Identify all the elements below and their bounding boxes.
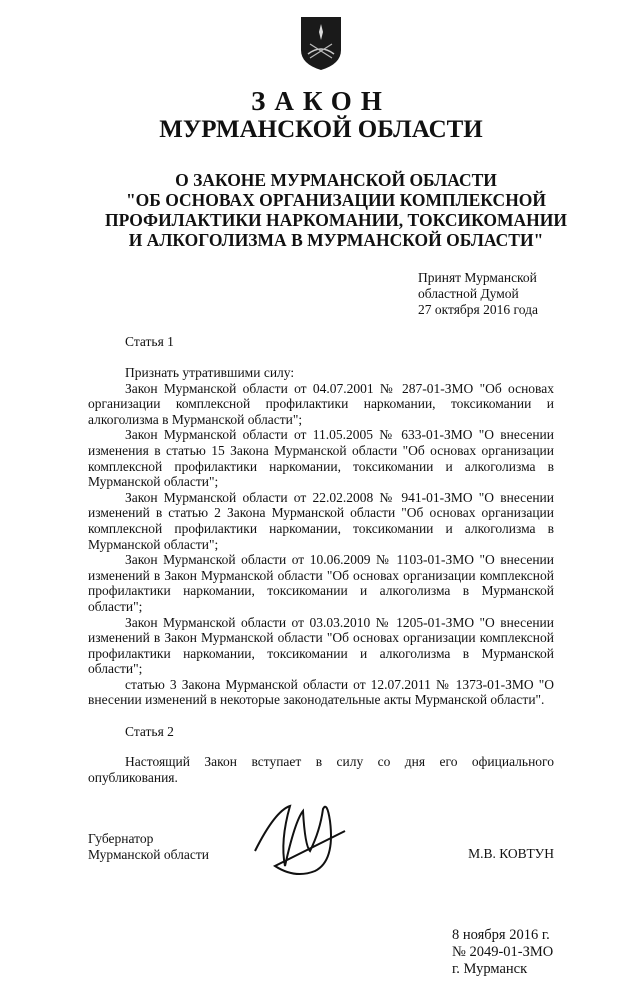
governor-title-line: Губернатор xyxy=(88,831,154,847)
paragraph: Закон Мурманской области от 04.07.2001 № 287-01-ЗМО "Об основах организации комплексной профилактики наркомании, токсикомании и алкоголизма в Мурманской области"; xyxy=(88,380,554,427)
signing-place: г. Мурманск xyxy=(452,961,528,978)
article-2-body xyxy=(88,754,554,785)
article-1-body xyxy=(88,365,554,708)
subtitle-line: О ЗАКОНЕ МУРМАНСКОЙ ОБЛАСТИ xyxy=(175,170,497,190)
paragraph: статью 3 Закона Мурманской области от 12.07.2011 № 1373-01-ЗМО "О внесении изменений в некоторые законодательные акты Мурманской области". xyxy=(88,676,554,708)
paragraph: Закон Мурманской области от 11.05.2005 № 633-01-ЗМО "О внесении изменения в статью 15 Закона Мурманской области "Об основах организации комплексной профилактики наркомании, токсикомании и алкоголизма в Мурманской области"; xyxy=(88,427,554,490)
governor-title xyxy=(88,831,209,863)
paragraph: Признать утратившими силу: xyxy=(125,365,295,380)
paragraph: Закон Мурманской области от 03.03.2010 № 1205-01-ЗМО "О внесении изменений в Закон Мурманской области "Об основах организации комплексной профилактики наркомании, токсикомании и алкоголизма в Мурманской области"; xyxy=(88,614,554,677)
law-heading: ЗАКОН xyxy=(251,86,391,116)
article-2-title: Статья 2 xyxy=(125,724,174,740)
law-number: № 2049-01-ЗМО xyxy=(452,944,554,961)
signing-date: 8 ноября 2016 г. xyxy=(452,927,550,944)
governor-name: М.В. КОВТУН xyxy=(468,846,554,862)
law-subtitle xyxy=(78,170,594,250)
article-1-title: Статья 1 xyxy=(125,334,174,349)
paragraph: Закон Мурманской области от 22.02.2008 № 941-01-ЗМО "О внесении изменений в статью 2 Закона Мурманской области "Об основах организации комплексной профилактики наркомании, токсикомании и алкоголизма в Мурманской области"; xyxy=(88,489,554,552)
subtitle-line: ПРОФИЛАКТИКИ НАРКОМАНИИ, ТОКСИКОМАНИИ xyxy=(105,210,567,230)
adoption-date: 27 октября 2016 года xyxy=(418,302,538,317)
coat-of-arms-icon xyxy=(298,14,344,72)
adoption-line: областной Думой xyxy=(418,286,519,301)
adoption-note xyxy=(418,270,554,318)
subtitle-line: И АЛКОГОЛИЗМА В МУРМАНСКОЙ ОБЛАСТИ" xyxy=(128,230,544,250)
adoption-line: Принят Мурманской xyxy=(418,270,537,285)
signing-details xyxy=(452,927,554,978)
handwritten-signature xyxy=(235,791,365,886)
law-region-heading: МУРМАНСКОЙ ОБЛАСТИ xyxy=(159,116,483,143)
paragraph: Настоящий Закон вступает в силу со дня его официального опубликования. xyxy=(88,754,554,785)
paragraph: Закон Мурманской области от 10.06.2009 № 1103-01-ЗМО "О внесении изменений в Закон Мурманской области "Об основах организации комплексной профилактики наркомании, токсикомании и алкоголизма в Мурманской области"; xyxy=(88,552,554,614)
signature-row xyxy=(88,831,554,879)
governor-title-line: Мурманской области xyxy=(88,847,209,863)
subtitle-line: "ОБ ОСНОВАХ ОРГАНИЗАЦИИ КОМПЛЕКСНОЙ xyxy=(125,190,547,210)
